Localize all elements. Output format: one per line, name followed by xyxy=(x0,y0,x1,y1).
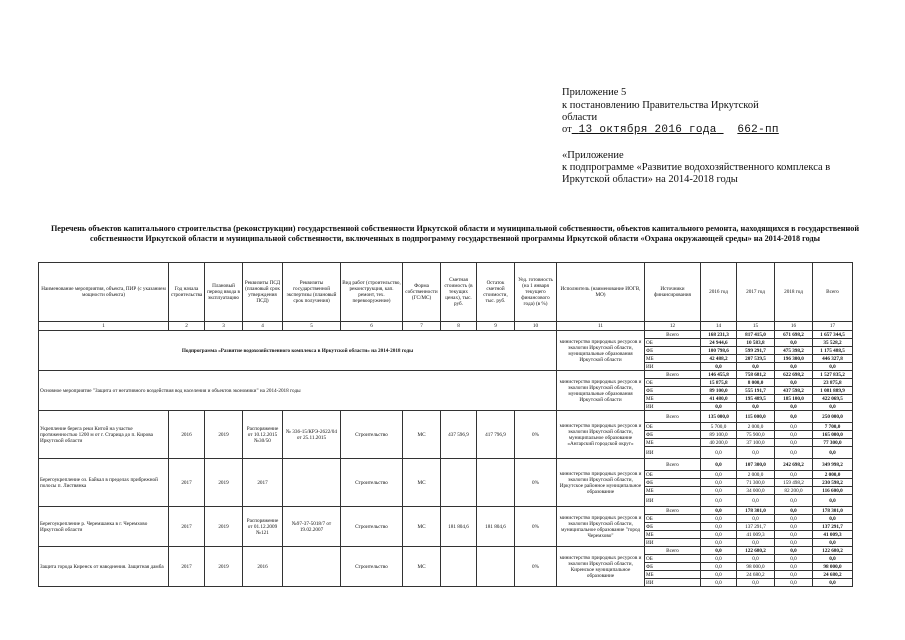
executor: министерство природных ресурсов и экологии Иркутской области, муниципальные образования Иркутской области xyxy=(557,371,645,411)
executor: министерство природных ресурсов и экологии Иркутской области, муниципальное образование "город Черемхово" xyxy=(557,507,645,547)
column-number: 14 xyxy=(701,322,737,331)
value-total: 77 300,0 xyxy=(813,439,853,447)
value-2016: 40 200,0 xyxy=(701,439,737,447)
value-2018: 671 698,2 xyxy=(775,331,813,339)
value-2017: 0,0 xyxy=(737,555,775,563)
estimated-cost xyxy=(441,459,477,507)
value-total: 250 000,0 xyxy=(813,411,853,423)
value-total: 1 081 889,9 xyxy=(813,387,853,395)
value-2016: 0,0 xyxy=(701,495,737,507)
value-2016: 0,0 xyxy=(701,471,737,479)
commissioning-period: 2019 xyxy=(205,547,243,587)
column-number: 8 xyxy=(441,322,477,331)
estimated-cost xyxy=(441,547,477,587)
value-2016: 135 000,0 xyxy=(701,411,737,423)
value-2018: 0,0 xyxy=(775,571,813,579)
value-2018: 0,0 xyxy=(775,411,813,423)
value-total: 35 528,2 xyxy=(813,339,853,347)
column-number-row xyxy=(39,322,853,331)
value-total: 349 998,2 xyxy=(813,459,853,471)
value-total: 1 657 344,5 xyxy=(813,331,853,339)
ownership-form: МС xyxy=(403,547,441,587)
funding-source: ОБ xyxy=(645,379,701,387)
value-total: 0,0 xyxy=(813,515,853,523)
column-header: Всего xyxy=(813,263,853,322)
column-number: 2 xyxy=(169,322,205,331)
ownership-form: МС xyxy=(403,459,441,507)
value-2018: 0,0 xyxy=(775,423,813,431)
start-year: 2016 xyxy=(169,411,205,459)
value-2017: 0,0 xyxy=(737,495,775,507)
value-2017: 75 900,0 xyxy=(737,431,775,439)
column-header: Реквизиты ПСД (плановый срок утверждения ПСД) xyxy=(243,263,283,322)
column-header: Год начала строительства xyxy=(169,263,205,322)
value-total: 1 175 488,5 xyxy=(813,347,853,355)
value-2017: 0,0 xyxy=(737,403,775,411)
value-2016: 0,0 xyxy=(701,547,737,555)
work-type: Строительство xyxy=(341,459,403,507)
funding-source: ИИ xyxy=(645,539,701,547)
value-2018: 0,0 xyxy=(775,403,813,411)
value-2018: 0,0 xyxy=(775,431,813,439)
value-2018: 196 300,0 xyxy=(775,355,813,363)
value-2016: 100 798,6 xyxy=(701,347,737,355)
column-number: 17 xyxy=(813,322,853,331)
value-total: 0,0 xyxy=(813,447,853,459)
document-title: Перечень объектов капитального строительства (реконструкции) государственной собственности Иркутской области и муниципальной собственности, объектов капитального ремонта, находящихся в государственной собственности Иркутской области и муниципальной собственности, включенных в подпрограмму государственной программы Иркутской области «Охрана окружающей среды» на 2014-2018 годы xyxy=(50,224,860,243)
expertise-details xyxy=(283,547,341,587)
table-row xyxy=(39,459,853,471)
value-2018: 82 200,0 xyxy=(775,487,813,495)
start-year: 2017 xyxy=(169,507,205,547)
date-prefix: от xyxy=(562,124,572,135)
funding-source: ФБ xyxy=(645,563,701,571)
value-2016: 0,0 xyxy=(701,555,737,563)
value-2017: 599 291,7 xyxy=(737,347,775,355)
psd-details: 2017 xyxy=(243,459,283,507)
value-2016: 5 700,0 xyxy=(701,423,737,431)
decree-date: 13 октября 2016 года xyxy=(578,124,717,136)
funding-source: Всего xyxy=(645,547,701,555)
value-2017: 8 000,0 xyxy=(737,379,775,387)
expertise-details xyxy=(283,459,341,507)
estimated-cost: 437 596,9 xyxy=(441,411,477,459)
value-total: 0,0 xyxy=(813,539,853,547)
value-2018: 437 598,2 xyxy=(775,387,813,395)
value-2018: 242 698,2 xyxy=(775,459,813,471)
column-header: Форма собственности (ГС/МС) xyxy=(403,263,441,322)
value-2018: 0,0 xyxy=(775,507,813,515)
readiness-percent: 0% xyxy=(515,547,557,587)
commissioning-period: 2019 xyxy=(205,459,243,507)
start-year: 2017 xyxy=(169,547,205,587)
value-total: 422 069,5 xyxy=(813,395,853,403)
funding-source: МБ xyxy=(645,395,701,403)
funding-source: МБ xyxy=(645,487,701,495)
commissioning-period: 2019 xyxy=(205,411,243,459)
funding-source: ФБ xyxy=(645,431,701,439)
sub-program-line: к подпрограмме «Развитие водохозяйственного комплекса в xyxy=(562,162,831,173)
value-2018: 475 398,2 xyxy=(775,347,813,355)
table-row xyxy=(39,411,853,423)
value-2016: 168 231,3 xyxy=(701,331,737,339)
value-2017: 2 000,0 xyxy=(737,423,775,431)
column-header: Наименование мероприятия, объекта, ПИР (с указанием мощности объекта) xyxy=(39,263,169,322)
funding-source: ОБ xyxy=(645,471,701,479)
object-name: Берегоукрепление р. Черемшанка в г. Черемхово Иркутской области xyxy=(39,507,169,547)
value-2018: 0,0 xyxy=(775,495,813,507)
readiness-percent: 0% xyxy=(515,459,557,507)
column-number: 3 xyxy=(205,322,243,331)
funding-source: Всего xyxy=(645,507,701,515)
funding-source: МБ xyxy=(645,355,701,363)
work-type: Строительство xyxy=(341,411,403,459)
funding-source: ИИ xyxy=(645,363,701,371)
value-2016: 0,0 xyxy=(701,487,737,495)
value-2016: 41 480,0 xyxy=(701,395,737,403)
column-header: Исполнитель (наименование ИОГВ, МО) xyxy=(557,263,645,322)
value-2018: 0,0 xyxy=(775,439,813,447)
table-row xyxy=(39,371,853,379)
work-type: Строительство xyxy=(341,507,403,547)
value-2017: 0,0 xyxy=(737,539,775,547)
table-header-row xyxy=(39,263,853,322)
value-total: 1 527 835,2 xyxy=(813,371,853,379)
commissioning-period: 2019 xyxy=(205,507,243,547)
subprogram-name: Подпрограмма «Развитие водохозяйственного комплекса в Иркутской области» на 2014-2018 годы xyxy=(39,331,557,371)
value-2016: 0,0 xyxy=(701,531,737,539)
decree-line-region: области xyxy=(562,112,598,123)
value-2017: 178 301,0 xyxy=(737,507,775,515)
decree-number: 662-пп xyxy=(737,124,779,136)
value-2017: 115 000,0 xyxy=(737,411,775,423)
value-total: 178 301,0 xyxy=(813,507,853,515)
value-total: 122 680,2 xyxy=(813,547,853,555)
value-2018: 0,0 xyxy=(775,471,813,479)
readiness-percent: 0% xyxy=(515,411,557,459)
column-header: Уед. готовность (на 1 января текущего финансового года) (в %) xyxy=(515,263,557,322)
value-2016: 0,0 xyxy=(701,539,737,547)
ownership-form: МС xyxy=(403,411,441,459)
value-2017: 98 000,0 xyxy=(737,563,775,571)
decree-line: к постановлению Правительства Иркутской xyxy=(562,100,759,111)
value-2016: 42 488,2 xyxy=(701,355,737,363)
column-number: 6 xyxy=(341,322,403,331)
column-number: 7 xyxy=(403,322,441,331)
value-2017: 137 291,7 xyxy=(737,523,775,531)
column-number: 11 xyxy=(557,322,645,331)
value-2016: 146 455,8 xyxy=(701,371,737,379)
value-2017: 122 680,2 xyxy=(737,547,775,555)
table-row xyxy=(39,507,853,515)
value-2018: 0,0 xyxy=(775,539,813,547)
value-total: 2 000,0 xyxy=(813,471,853,479)
value-2016: 0,0 xyxy=(701,403,737,411)
column-number: 9 xyxy=(477,322,515,331)
funding-source: ОБ xyxy=(645,423,701,431)
remaining-cost: 417 796,9 xyxy=(477,411,515,459)
column-number: 4 xyxy=(243,322,283,331)
value-2017: 2 000,0 xyxy=(737,471,775,479)
value-total: 446 327,8 xyxy=(813,355,853,363)
main-activity-name: Основное мероприятие "Защита от негативного воздействия вод населения и объектов экономики" на 2014-2018 годы xyxy=(39,371,557,411)
work-type: Строительство xyxy=(341,547,403,587)
object-name: Берегоукрепление оз. Байкал в пределах прибрежной полосы п. Листвянка xyxy=(39,459,169,507)
funding-source: ФБ xyxy=(645,347,701,355)
funding-source: ИИ xyxy=(645,403,701,411)
psd-details: Распоряжение от 10.12.2015 №30/50 xyxy=(243,411,283,459)
funding-source: Всего xyxy=(645,331,701,339)
expertise-details: №97-37-5018/7 от 19.02.2007 xyxy=(283,507,341,547)
column-header: 2017 год xyxy=(737,263,775,322)
value-2018: 0,0 xyxy=(775,363,813,371)
funding-source: ФБ xyxy=(645,523,701,531)
value-total: 0,0 xyxy=(813,579,853,587)
value-2017: 207 539,5 xyxy=(737,355,775,363)
value-2018: 0,0 xyxy=(775,523,813,531)
estimated-cost: 181 804,6 xyxy=(441,507,477,547)
column-header: 2018 год xyxy=(775,263,813,322)
value-2016: 89 100,0 xyxy=(701,431,737,439)
value-2018: 185 100,0 xyxy=(775,395,813,403)
funding-source: МБ xyxy=(645,571,701,579)
funding-source: ОБ xyxy=(645,555,701,563)
column-number: 10 xyxy=(515,322,557,331)
value-2016: 0,0 xyxy=(701,459,737,471)
value-2016: 0,0 xyxy=(701,479,737,487)
value-total: 230 598,2 xyxy=(813,479,853,487)
sub-appendix: «Приложение xyxy=(562,150,624,161)
value-total: 0,0 xyxy=(813,403,853,411)
table-row xyxy=(39,331,853,339)
object-name: Укрепление берега реки Китой на участке протяженностью 1200 м от г. Старица до п. Кирова Иркутской области xyxy=(39,411,169,459)
value-2016: 15 875,8 xyxy=(701,379,737,387)
value-total: 165 000,0 xyxy=(813,431,853,439)
ownership-form: МС xyxy=(403,507,441,547)
funding-source: Всего xyxy=(645,411,701,423)
value-2016: 89 100,0 xyxy=(701,387,737,395)
funding-source: ИИ xyxy=(645,495,701,507)
object-name: Защита города Киренск от наводнения. Защитная дамба xyxy=(39,547,169,587)
value-2017: 34 000,0 xyxy=(737,487,775,495)
funding-source: ОБ xyxy=(645,339,701,347)
executor: министерство природных ресурсов и экологии Иркутской области, муниципальное образование «Ангарский городской округ» xyxy=(557,411,645,459)
column-header: 2016 год xyxy=(701,263,737,322)
value-2017: 0,0 xyxy=(737,579,775,587)
remaining-cost: 181 804,6 xyxy=(477,507,515,547)
value-total: 98 000,0 xyxy=(813,563,853,571)
start-year: 2017 xyxy=(169,459,205,507)
value-total: 41 009,3 xyxy=(813,531,853,539)
value-2017: 0,0 xyxy=(737,363,775,371)
value-2017: 555 191,7 xyxy=(737,387,775,395)
value-total: 0,0 xyxy=(813,495,853,507)
column-number: 16 xyxy=(775,322,813,331)
column-number: 1 xyxy=(39,322,169,331)
expertise-details: № 336-15/КРЭ-2622/04 от 25.11.2015 xyxy=(283,411,341,459)
value-2016: 24 944,6 xyxy=(701,339,737,347)
value-2018: 0,0 xyxy=(775,379,813,387)
decree-date-line xyxy=(562,123,779,137)
column-header: Реквизиты государственной экспертизы (плановый срок получения) xyxy=(283,263,341,322)
value-2018: 0,0 xyxy=(775,531,813,539)
value-2017: 10 583,8 xyxy=(737,339,775,347)
value-2017: 107 300,0 xyxy=(737,459,775,471)
value-2017: 195 489,5 xyxy=(737,395,775,403)
value-2016: 0,0 xyxy=(701,579,737,587)
value-total: 137 291,7 xyxy=(813,523,853,531)
objects-table xyxy=(38,262,853,587)
value-2018: 0,0 xyxy=(775,515,813,523)
value-2016: 0,0 xyxy=(701,447,737,459)
value-2017: 37 100,0 xyxy=(737,439,775,447)
value-2016: 0,0 xyxy=(701,571,737,579)
value-total: 0,0 xyxy=(813,555,853,563)
value-2018: 0,0 xyxy=(775,547,813,555)
psd-details: 2016 xyxy=(243,547,283,587)
value-2018: 0,0 xyxy=(775,447,813,459)
value-2016: 0,0 xyxy=(701,363,737,371)
funding-source: ФБ xyxy=(645,387,701,395)
executor: министерство природных ресурсов и экологии Иркутской области, муниципальные образования Иркутской области xyxy=(557,331,645,371)
value-2017: 758 681,2 xyxy=(737,371,775,379)
table-row xyxy=(39,547,853,555)
value-2017: 817 415,0 xyxy=(737,331,775,339)
sub-program-years: Иркутской области» на 2014-2018 годы xyxy=(562,174,738,185)
funding-source: МБ xyxy=(645,439,701,447)
value-2018: 0,0 xyxy=(775,555,813,563)
executor: министерство природных ресурсов и экологии Иркутской области, Иркутское районное муниципальное образование xyxy=(557,459,645,507)
value-total: 23 875,8 xyxy=(813,379,853,387)
column-header: Сметная стоимость (в текущих ценах), тыс. руб. xyxy=(441,263,477,322)
psd-details: Распоряжение от 01.12.2009 №121 xyxy=(243,507,283,547)
funding-source: ОБ xyxy=(645,515,701,523)
value-2016: 0,0 xyxy=(701,507,737,515)
remaining-cost xyxy=(477,459,515,507)
value-2016: 0,0 xyxy=(701,523,737,531)
funding-source: Всего xyxy=(645,459,701,471)
column-number: 15 xyxy=(737,322,775,331)
appendix-label: Приложение 5 xyxy=(562,87,627,98)
value-2018: 0,0 xyxy=(775,563,813,571)
value-total: 0,0 xyxy=(813,363,853,371)
value-2018: 622 698,2 xyxy=(775,371,813,379)
column-header: Плановый период ввода в эксплуатацию xyxy=(205,263,243,322)
funding-source: ИИ xyxy=(645,579,701,587)
executor: министерство природных ресурсов и экологии Иркутской области, Киренское муниципальное образование xyxy=(557,547,645,587)
value-total: 7 700,0 xyxy=(813,423,853,431)
value-2017: 0,0 xyxy=(737,515,775,523)
value-2017: 24 680,2 xyxy=(737,571,775,579)
column-header: Остаток сметной стоимости, тыс. руб. xyxy=(477,263,515,322)
value-2018: 0,0 xyxy=(775,339,813,347)
funding-source: Всего xyxy=(645,371,701,379)
column-header: Источники финансирования xyxy=(645,263,701,322)
value-2018: 159 498,2 xyxy=(775,479,813,487)
value-2017: 0,0 xyxy=(737,447,775,459)
value-2017: 41 009,3 xyxy=(737,531,775,539)
funding-source: МБ xyxy=(645,531,701,539)
remaining-cost xyxy=(477,547,515,587)
column-number: 12 xyxy=(645,322,701,331)
column-header: Вид работ (строительство, реконструкция, кап. ремонт, тех. перевооружение) xyxy=(341,263,403,322)
column-number: 5 xyxy=(283,322,341,331)
value-2016: 0,0 xyxy=(701,563,737,571)
value-2016: 0,0 xyxy=(701,515,737,523)
readiness-percent: 0% xyxy=(515,507,557,547)
value-total: 24 680,2 xyxy=(813,571,853,579)
value-2018: 0,0 xyxy=(775,579,813,587)
value-total: 116 600,0 xyxy=(813,487,853,495)
funding-source: ФБ xyxy=(645,479,701,487)
value-2017: 71 300,0 xyxy=(737,479,775,487)
funding-source: ИИ xyxy=(645,447,701,459)
